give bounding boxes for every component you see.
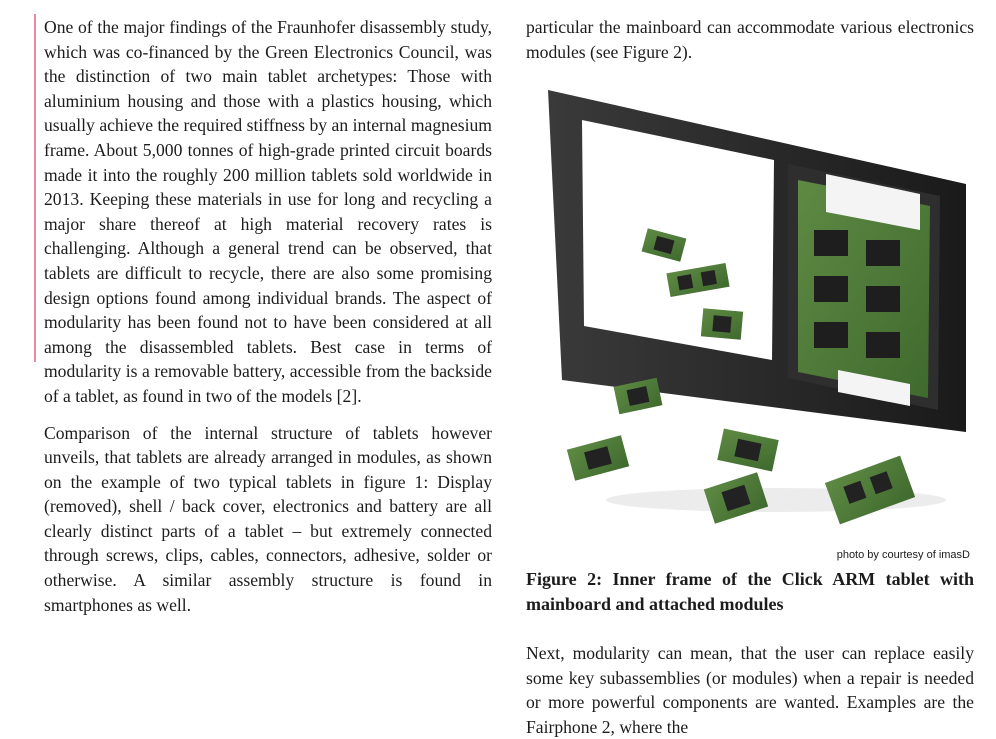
paragraph-findings: One of the major findings of the Fraunhofer disassembly study, which was co-financed by the Green Electronics Council, was the distinction of two main tablet archetypes: Those with aluminium housing and those with a plastics housing, which usually achieve the required stiffness by an internal magnesium frame. About 5,000 tonnes of high-grade printed circuit boards made it into the roughly 200 million tablets sold worldwide in 2013. Keeping these materials in use for long and recycling a major share thereof at high material recovery rates is challenging. Although a general trend can be observed, that tablets are difficult to recycle, there are also some promising design options found among individual brands. The aspect of modularity has been found not to have been considered at all among the disassembled tablets. Best case in terms of modularity is a removable battery, accessible from the backside of a tablet, as found in two of the models [2]. bbox=[44, 17, 492, 406]
left-column bbox=[44, 15, 492, 617]
margin-change-bar bbox=[34, 14, 36, 362]
photo-credit: photo by courtesy of imasD bbox=[836, 549, 970, 561]
right-column-top bbox=[526, 15, 974, 64]
paragraph-comparison: Comparison of the internal structure of tablets however unveils, that tablets are already arranged in modules, as shown on the example of two typical tablets in figure 1: Display (removed), shell / back cover, electronics and battery are all clearly distinct parts of a tablet – but extremely connected through screws, clips, cables, connectors, adhesive, solder or otherwise. A similar assembly structure is found in smartphones as well. bbox=[44, 422, 492, 615]
paragraph-modularity: Next, modularity can mean, that the user can replace easily some key subassemblies (or modules) when a repair is needed or more powerful components are wanted. Examples are the Fairphone 2, where the bbox=[526, 643, 974, 737]
paragraph-mainboard: particular the mainboard can accommodate various electronics modules (see Figure 2). bbox=[526, 17, 974, 62]
figure-caption: Figure 2: Inner frame of the Click ARM tablet with mainboard and attached modules bbox=[526, 569, 974, 614]
figure-2-photo bbox=[526, 80, 974, 548]
